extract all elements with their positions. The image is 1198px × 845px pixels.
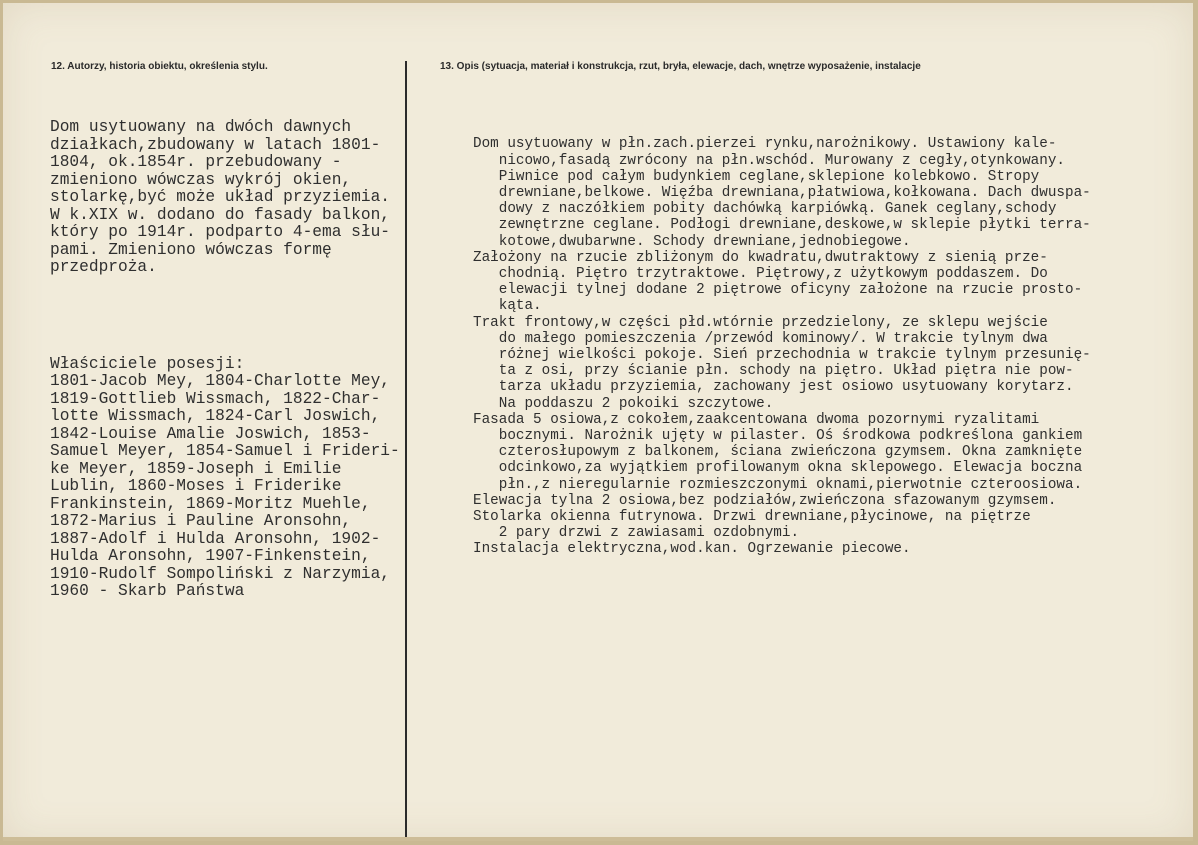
- column-divider: [405, 61, 407, 840]
- section-13-header: 13. Opis (sytuacja, materiał i konstrukcja, rzut, bryła, elewacje, dach, wnętrze wyposażenie, instalacje: [440, 61, 921, 72]
- archival-record-card: [3, 3, 1193, 841]
- building-history-text: Dom usytuowany na dwóch dawnych działkach,zbudowany w latach 1801- 1804, ok.1854r. przebudowany - zmieniono wówczas wykrój okien, stolarkę,być może układ przyziemia. W k.XIX w. dodano do fasady balkon, który po 1914r. podparto 4-ema słu- pami. Zmieniono wówczas formę przedproża.: [50, 118, 390, 276]
- building-description-text: Dom usytuowany w płn.zach.pierzei rynku,narożnikowy. Ustawiony kale- nicowo,fasadą zwrócony na płn.wschód. Murowany z cegły,otynkowany. Piwnice pod całym budynkiem ceglane,sklepione kolebkowo. Stropy drewniane,belkowe. Więźba drewniana,płatwiowa,kołkowana. Dach dwuspa- dowy z naczółkiem pobity dachówką karpiówką. Ganek ceglany,schody zewnętrzne ceglane. Podłogi drewniane,deskowe,w sklepie płytki terra- kotowe,dwubarwne. Schody drewniane,jednobiegowe. Założony na rzucie zbliżonym do kwadratu,dwutraktowy z sienią prze- chodnią. Piętro trzytraktowe. Piętrowy,z użytkowym poddaszem. Do elewacji tylnej dodane 2 piętrowe oficyny założone na rzucie prosto- kąta. Trakt frontowy,w części płd.wtórnie przedzielony, ze sklepu wejście do małego pomieszczenia /przewód kominowy/. W trakcie tylnym dwa różnej wielkości pokoje. Sień przechodnia w trakcie tylnym przesunię- ta z osi, przy ścianie płn. schody na piętro. Układ piętra nie pow- tarza układu przyziemia, zachowany jest osiowo usytuowany korytarz. Na poddaszu 2 pokoiki szczytowe. Fasada 5 osiowa,z cokołem,zaakcentowana dwoma pozornymi ryzalitami bocznymi. Narożnik ujęty w pilaster. Oś środkowa podkreślona gankiem czterosłupowym z balkonem, ściana zwieńczona gzymsem. Okna zamknięte odcinkowo,za wyjątkiem profilowanym okna sklepowego. Elewacja boczna płn.,z nieregularnie rozmieszczonymi oknami,pierwotnie czteroosiowa. Elewacja tylna 2 osiowa,bez podziałów,zwieńczona sfazowanym gzymsem. Stolarka okienna futrynowa. Drzwi drewniane,płycinowe, na piętrze 2 pary drzwi z zawiasami ozdobnymi. Instalacja elektryczna,wod.kan. Ogrzewanie piecowe.: [473, 136, 1091, 558]
- description-column: [473, 104, 1091, 590]
- history-column: [50, 84, 400, 636]
- section-12-header: 12. Autorzy, historia obiektu, określenia stylu.: [51, 61, 268, 72]
- paragraph-gap: [50, 312, 400, 321]
- owners-list-text: Właściciele posesji: 1801-Jacob Mey, 1804-Charlotte Mey, 1819-Gottlieb Wissmach, 1822-Char- lotte Wissmach, 1824-Carl Joswich, 1842-Louise Amalie Joswich, 1853- Samuel Meyer, 1854-Samuel i Frideri- ke Meyer, 1859-Joseph i Emilie Lublin, 1860-Moses i Friderike Frankinstein, 1869-Moritz Muehle, 1872-Marius i Pauline Aronsohn, 1887-Adolf i Hulda Aronsohn, 1902- Hulda Aronsohn, 1907-Finkenstein, 1910-Rudolf Sompoliński z Narzymia, 1960 - Skarb Państwa: [50, 354, 400, 600]
